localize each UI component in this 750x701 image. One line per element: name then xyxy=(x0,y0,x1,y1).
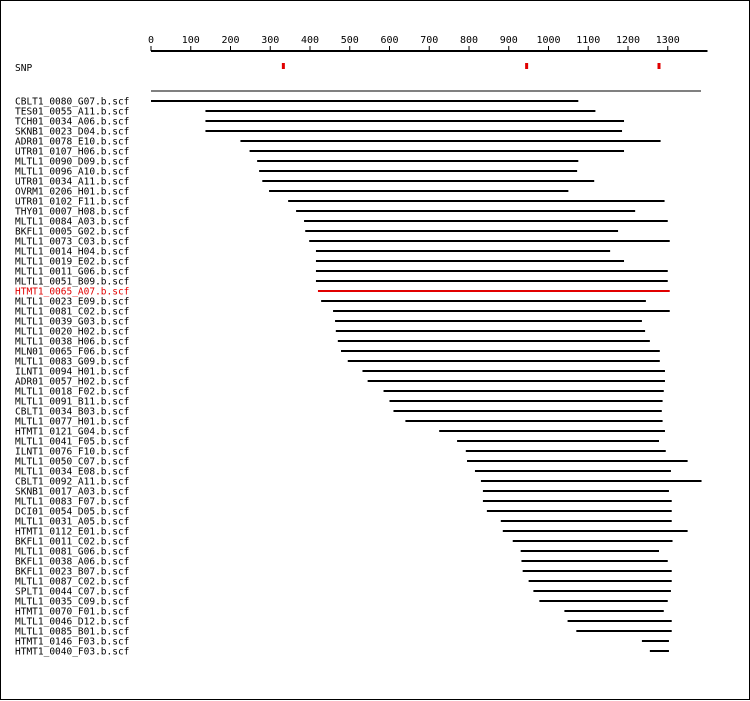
snp-markers xyxy=(282,63,661,69)
snp-marker xyxy=(658,63,661,69)
axis-tick-label: 500 xyxy=(340,35,359,46)
read-label: TES01_0055_A11.b.scf xyxy=(15,106,130,118)
axis-tick-label: 1000 xyxy=(536,35,561,46)
read-label: MLTL1_0035_C09.b.scf xyxy=(15,596,130,608)
read-label: MLTL1_0083_G09.b.scf xyxy=(15,356,130,368)
axis-tick-label: 1300 xyxy=(655,35,680,46)
read-label-highlighted: HTMT1_0065_A07.b.scf xyxy=(15,286,130,298)
read-label: MLTL1_0050_C07.b.scf xyxy=(15,456,130,468)
read-label: MLTL1_0081_C02.b.scf xyxy=(15,306,130,318)
read-label: HTMT1_0146_F03.b.scf xyxy=(15,636,130,648)
read-label: MLTL1_0083_F07.b.scf xyxy=(15,496,130,508)
read-label: HTMT1_0040_F03.b.scf xyxy=(15,646,130,658)
read-label: SPLT1_0044_C07.b.scf xyxy=(15,586,130,598)
read-label: ADR01_0057_H02.b.scf xyxy=(15,376,130,388)
read-label: MLTL1_0085_B01.b.scf xyxy=(15,626,130,638)
read-label: HTMT1_0121_G04.b.scf xyxy=(15,426,130,438)
read-label: ADR01_0078_E10.b.scf xyxy=(15,136,130,148)
read-label: MLTL1_0084_A03.b.scf xyxy=(15,216,130,228)
axis-tick-label: 600 xyxy=(380,35,399,46)
axis-tick-label: 1200 xyxy=(615,35,641,46)
read-label: CBLT1_0080_G07.b.scf xyxy=(15,96,130,108)
read-label: ILNT1_0094_H01.b.scf xyxy=(15,366,130,378)
read-label: SKNB1_0017_A03.b.scf xyxy=(15,486,130,498)
read-label: MLTL1_0090_D09.b.scf xyxy=(15,156,130,168)
read-label: MLTL1_0081_G06.b.scf xyxy=(15,546,130,558)
read-label: MLTL1_0087_C02.b.scf xyxy=(15,576,130,588)
axis-tick-label: 700 xyxy=(420,35,439,46)
read-label: MLTL1_0018_F02.b.scf xyxy=(15,386,130,398)
read-label: MLTL1_0011_G06.b.scf xyxy=(15,266,130,278)
read-label: UTR01_0102_F11.b.scf xyxy=(15,196,130,208)
read-label: MLTL1_0091_B11.b.scf xyxy=(15,396,130,408)
read-label: BKFL1_0011_C02.b.scf xyxy=(15,536,130,548)
read-label: CBLT1_0034_B03.b.scf xyxy=(15,406,130,418)
snp-marker xyxy=(525,63,528,69)
axis-tick-label: 800 xyxy=(459,35,479,46)
read-label: THY01_0007_H08.b.scf xyxy=(15,206,130,218)
read-label: MLTL1_0038_H06.b.scf xyxy=(15,336,130,348)
read-label: MLTL1_0073_C03.b.scf xyxy=(15,236,130,248)
axis-tick-label: 900 xyxy=(499,35,518,46)
read-label: MLTL1_0041_F05.b.scf xyxy=(15,436,130,448)
read-label: MLN01_0065_F06.b.scf xyxy=(15,346,130,358)
read-label: UTR01_0107_H06.b.scf xyxy=(15,146,130,158)
read-label: MLTL1_0051_B09.b.scf xyxy=(15,276,130,288)
read-label: MLTL1_0023_E09.b.scf xyxy=(15,296,130,308)
read-label: MLTL1_0046_D12.b.scf xyxy=(15,616,130,628)
axis-tick-label: 1100 xyxy=(576,35,601,46)
read-label: TCH01_0034_A06.b.scf xyxy=(15,116,130,128)
axis-tick-label: 300 xyxy=(261,35,280,46)
read-alignment-diagram xyxy=(1,1,750,701)
read-label: MLTL1_0031_A05.b.scf xyxy=(15,516,130,528)
read-label: UTR01_0034_A11.b.scf xyxy=(15,176,130,188)
read-label: BKFL1_0005_G02.b.scf xyxy=(15,226,130,238)
snp-track-label: SNP xyxy=(15,63,33,74)
read-label: CBLT1_0092_A11.b.scf xyxy=(15,476,130,488)
read-label: MLTL1_0019_E02.b.scf xyxy=(15,256,130,268)
axis-tick-label: 200 xyxy=(221,35,240,46)
read-label: MLTL1_0039_G03.b.scf xyxy=(15,316,130,328)
read-label: BKFL1_0038_A06.b.scf xyxy=(15,556,130,568)
axis-tick-label: 400 xyxy=(300,35,320,46)
position-axis xyxy=(148,35,708,51)
read-list xyxy=(15,97,702,658)
read-label: BKFL1_0023_B07.b.scf xyxy=(15,566,130,578)
snp-marker xyxy=(282,63,285,69)
read-label: MLTL1_0014_H04.b.scf xyxy=(15,246,130,258)
read-label: MLTL1_0096_A10.b.scf xyxy=(15,166,130,178)
read-label: MLTL1_0020_H02.b.scf xyxy=(15,326,130,338)
read-label: OVRM1_0206_H01.b.scf xyxy=(15,186,130,198)
read-label: MLTL1_0077_H01.b.scf xyxy=(15,416,130,428)
read-label: MLTL1_0034_E08.b.scf xyxy=(15,466,130,478)
read-label: DCI01_0054_D05.b.scf xyxy=(15,506,130,518)
read-label: HTMT1_0070_F01.b.scf xyxy=(15,606,130,618)
read-label: HTMT1_0112_E01.b.scf xyxy=(15,526,130,538)
axis-tick-label: 100 xyxy=(181,35,200,46)
read-label: SKNB1_0023_D04.b.scf xyxy=(15,126,130,138)
read-label: ILNT1_0076_F10.b.scf xyxy=(15,446,130,458)
axis-tick-label: 0 xyxy=(147,35,155,46)
